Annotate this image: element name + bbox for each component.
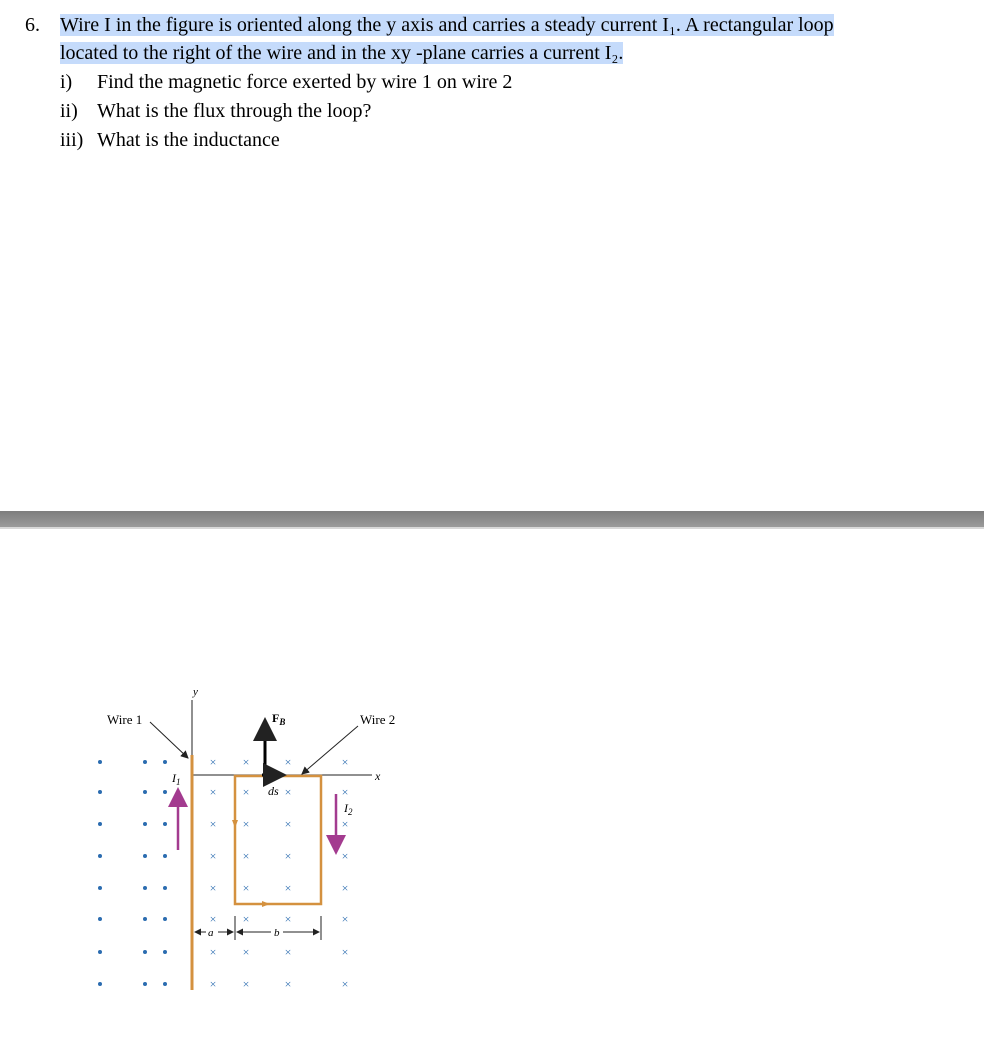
field-dot bbox=[163, 950, 167, 954]
loop-arrow-bottom bbox=[262, 901, 270, 907]
field-dot bbox=[143, 917, 147, 921]
force-label: $F_B$ bbox=[272, 711, 286, 727]
field-cross: × bbox=[209, 977, 217, 991]
question-number: 6. bbox=[25, 14, 40, 36]
field-dot bbox=[143, 950, 147, 954]
field-dot bbox=[163, 760, 167, 764]
field-dot bbox=[143, 790, 147, 794]
field-cross: × bbox=[209, 912, 217, 926]
field-cross: × bbox=[284, 755, 292, 769]
field-dot bbox=[98, 790, 102, 794]
field-cross: × bbox=[209, 849, 217, 863]
field-dot bbox=[143, 760, 147, 764]
sub-question-1 bbox=[60, 68, 512, 96]
wire-1-pointer bbox=[150, 722, 188, 758]
sub-question-2 bbox=[60, 97, 371, 125]
field-dot bbox=[98, 822, 102, 826]
field-cross: × bbox=[341, 912, 349, 926]
field-dot bbox=[163, 886, 167, 890]
figure-svg bbox=[0, 670, 984, 1010]
field-cross: × bbox=[242, 945, 250, 959]
physics-figure bbox=[0, 670, 984, 1010]
sub-question-1-text: Find the magnetic force exerted by wire 1 on wire 2 bbox=[97, 71, 513, 93]
field-dot bbox=[98, 982, 102, 986]
field-dot bbox=[98, 760, 102, 764]
field-dot bbox=[163, 854, 167, 858]
field-dot bbox=[163, 822, 167, 826]
wire-2-label: Wire 2 bbox=[360, 712, 396, 727]
current-i1-label: $I_1$ bbox=[172, 771, 181, 787]
field-dot bbox=[143, 982, 147, 986]
field-crosses-group bbox=[210, 755, 349, 991]
sub-question-1-number: i) bbox=[60, 71, 73, 93]
field-dot bbox=[98, 950, 102, 954]
ds-label: ds bbox=[268, 784, 279, 798]
field-cross: × bbox=[341, 881, 349, 895]
field-cross: × bbox=[284, 945, 292, 959]
sub-question-3 bbox=[60, 126, 280, 154]
question-text-line-1: Wire I in the figure is oriented along the y axis and carries a steady current I₁. A rectangular loop bbox=[60, 14, 834, 36]
loop-arrow-left bbox=[232, 820, 238, 828]
field-cross: × bbox=[284, 881, 292, 895]
field-cross: × bbox=[242, 817, 250, 831]
field-dot bbox=[98, 886, 102, 890]
sub-question-3-number: iii) bbox=[60, 129, 84, 151]
sub-question-3-text: What is the inductance bbox=[97, 129, 280, 151]
field-cross: × bbox=[284, 849, 292, 863]
field-cross: × bbox=[209, 817, 217, 831]
field-dot bbox=[143, 886, 147, 890]
field-cross: × bbox=[209, 945, 217, 959]
question-line-1 bbox=[60, 11, 834, 39]
field-cross: × bbox=[242, 881, 250, 895]
field-cross: × bbox=[209, 755, 217, 769]
field-cross: × bbox=[284, 785, 292, 799]
wire-1-label: Wire 1 bbox=[107, 712, 143, 727]
wire-2-pointer bbox=[302, 726, 358, 774]
x-axis-label: x bbox=[375, 769, 381, 783]
field-dots-group bbox=[98, 760, 167, 986]
field-cross: × bbox=[341, 849, 349, 863]
dimension-b-label: b bbox=[274, 927, 280, 939]
field-cross: × bbox=[341, 977, 349, 991]
field-cross: × bbox=[242, 912, 250, 926]
field-cross: × bbox=[284, 977, 292, 991]
field-dot bbox=[163, 917, 167, 921]
field-dot bbox=[143, 854, 147, 858]
field-cross: × bbox=[341, 817, 349, 831]
current-i2-label: $I_2$ bbox=[344, 801, 353, 817]
sub-question-2-text: What is the flux through the loop? bbox=[97, 100, 372, 122]
field-cross: × bbox=[242, 977, 250, 991]
field-dot bbox=[98, 917, 102, 921]
field-cross: × bbox=[284, 912, 292, 926]
field-cross: × bbox=[242, 755, 250, 769]
field-cross: × bbox=[341, 945, 349, 959]
field-dot bbox=[98, 854, 102, 858]
question-text-line-2: located to the right of the wire and in the xy -plane carries a current I₂. bbox=[60, 42, 624, 64]
field-cross: × bbox=[284, 817, 292, 831]
field-cross: × bbox=[341, 785, 349, 799]
field-dot bbox=[143, 822, 147, 826]
field-cross: × bbox=[341, 755, 349, 769]
question-line-2 bbox=[60, 39, 623, 67]
field-cross: × bbox=[209, 785, 217, 799]
field-cross: × bbox=[209, 881, 217, 895]
y-axis-label: y bbox=[193, 686, 198, 698]
field-dot bbox=[163, 982, 167, 986]
sub-question-2-number: ii) bbox=[60, 100, 78, 122]
page-divider bbox=[0, 511, 984, 529]
dimension-a-label: a bbox=[208, 927, 214, 939]
field-cross: × bbox=[242, 785, 250, 799]
field-dot bbox=[163, 790, 167, 794]
field-cross: × bbox=[242, 849, 250, 863]
